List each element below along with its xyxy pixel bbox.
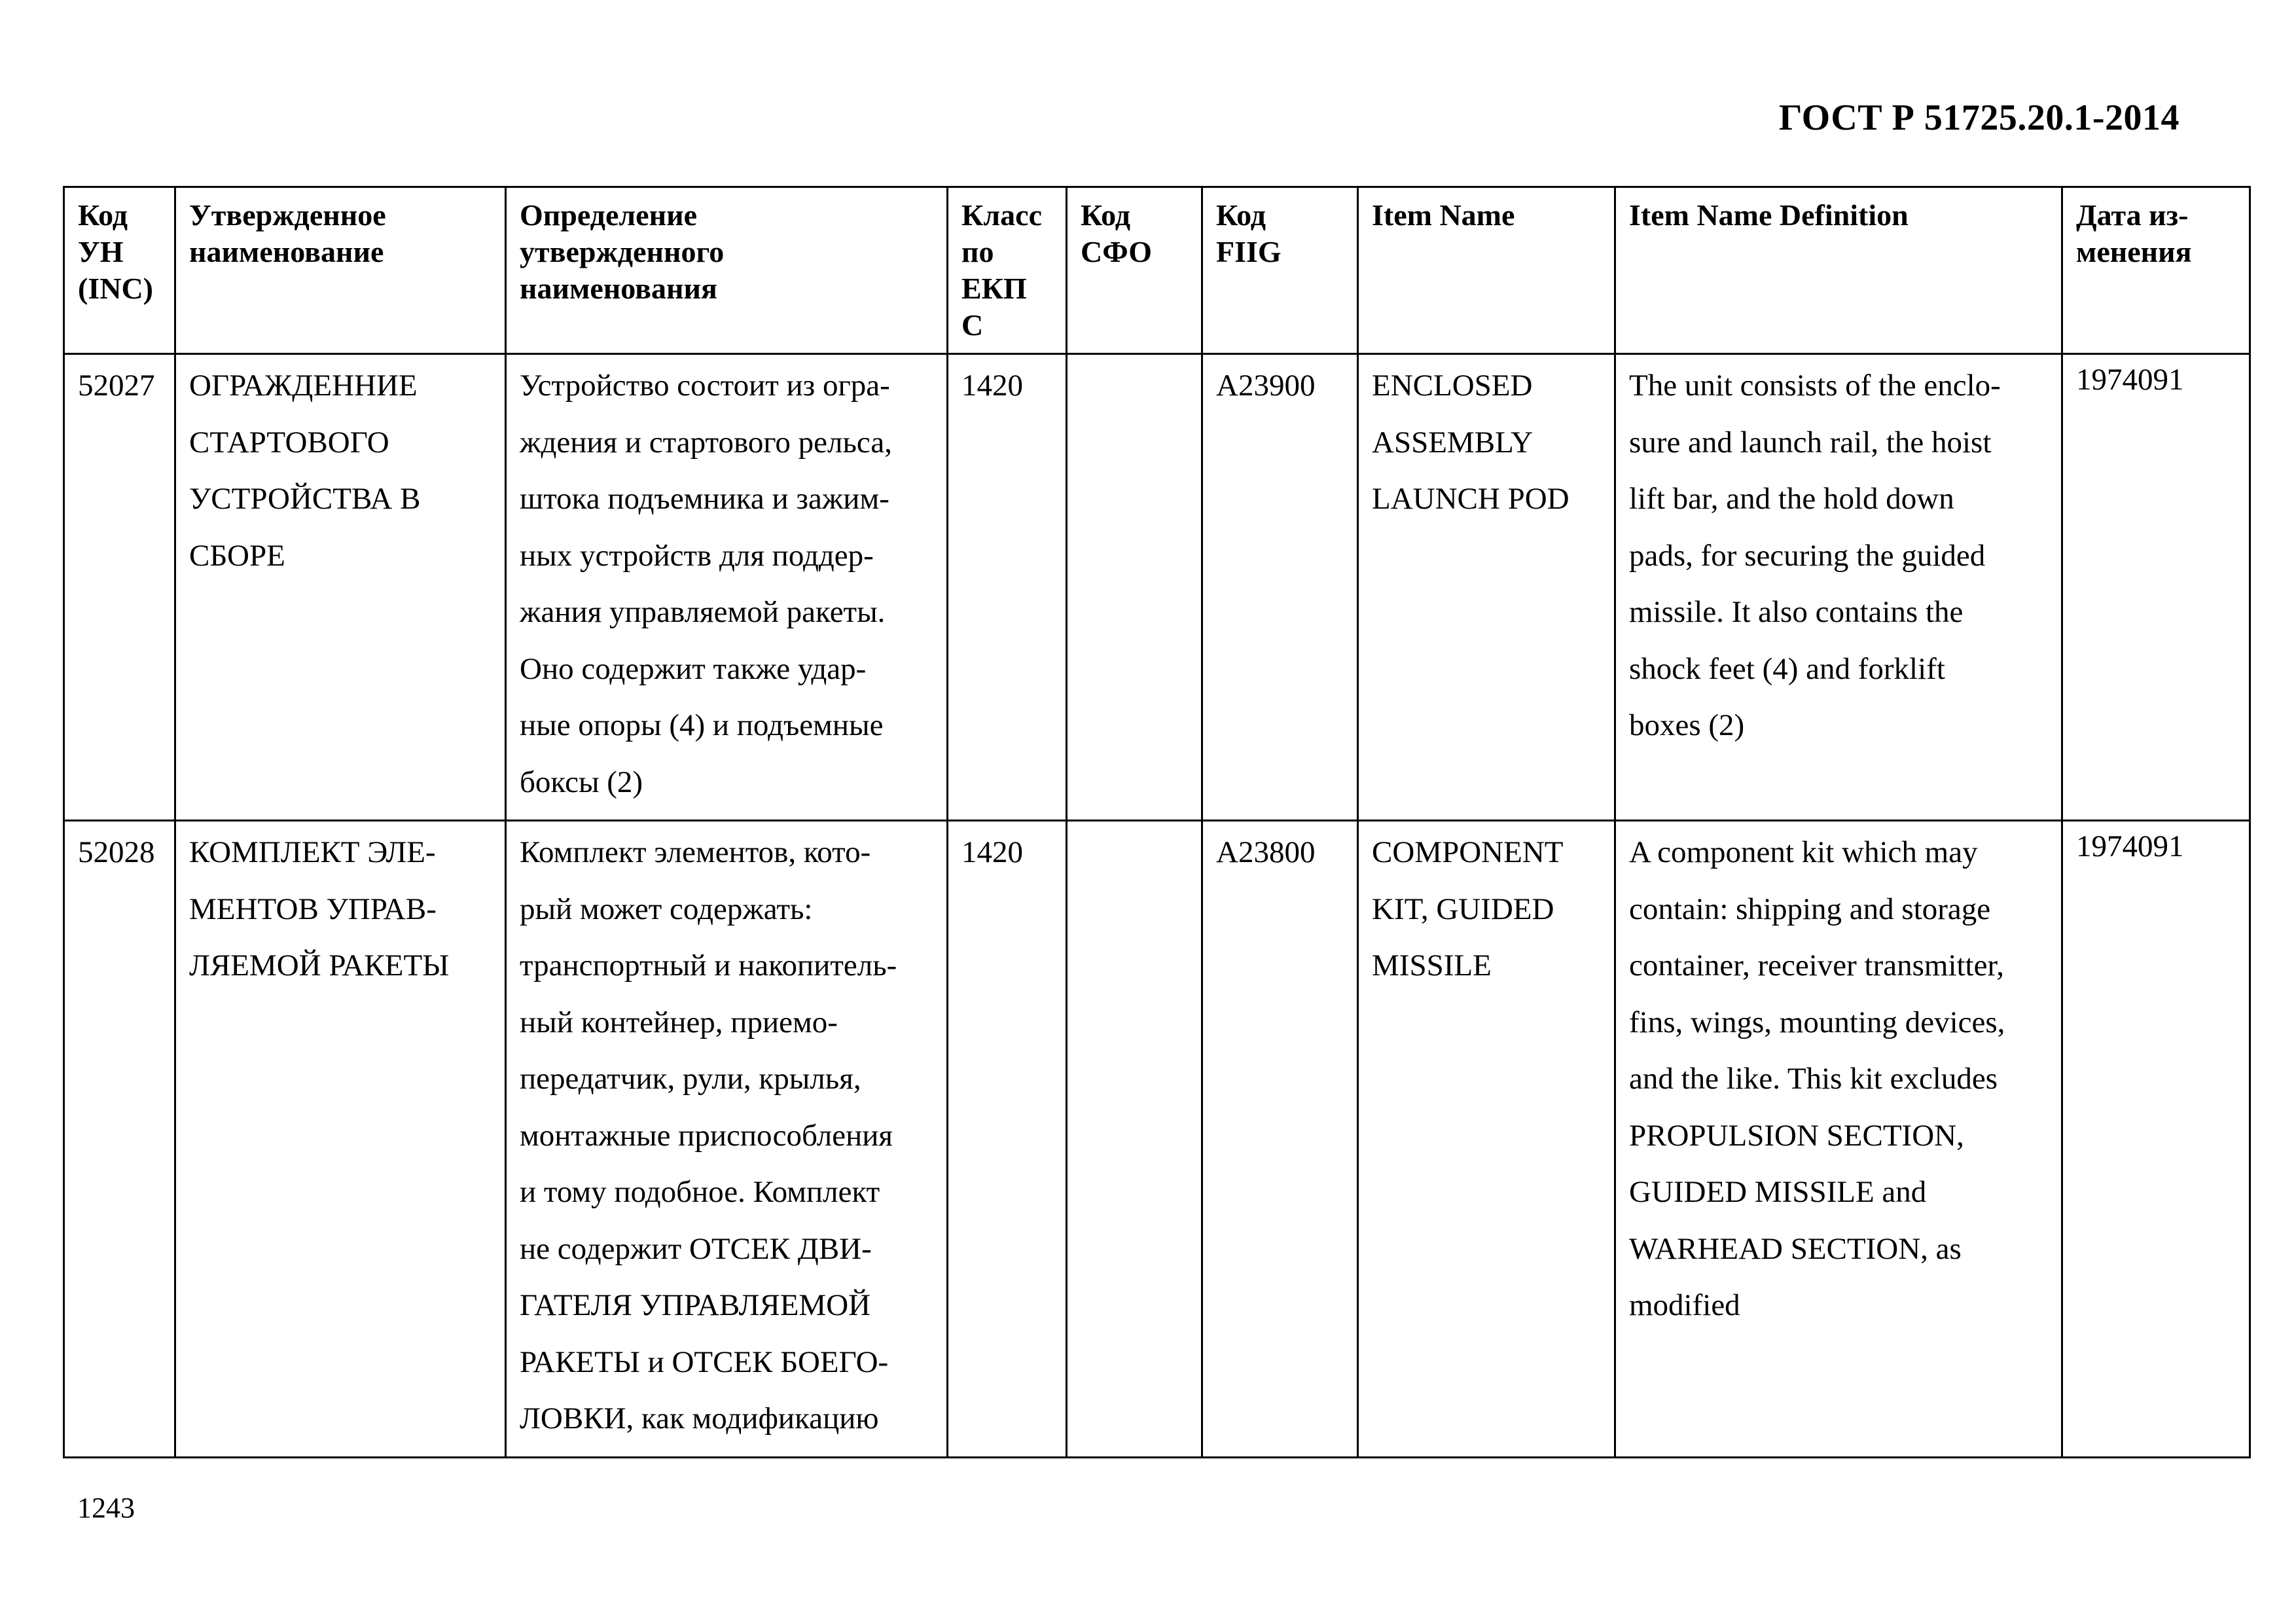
header-ekps-class: Класс по ЕКП С [948,187,1067,354]
cell-inc: 52028 [64,821,175,1458]
header-inc-code: Код УН (INC) [64,187,175,354]
cell-ekps-class: 1420 [948,354,1067,821]
header-item-name-definition: Item Name Definition [1615,187,2062,354]
table-header-row [64,187,2250,354]
cell-inc: 52027 [64,354,175,821]
table-row [64,354,2250,821]
header-approved-name: Утвержденное наименование [175,187,506,354]
header-change-date: Дата из- менения [2062,187,2250,354]
cell-definition-ru: Устройство состоит из огра- ждения и стартового рельса, штока подъемника и зажим- ных устройств для поддер- жания управляемой ракеты. Оно содержит также удар- ные опоры (4) и подъемные боксы (2) [506,354,948,821]
table-row [64,821,2250,1458]
cell-approved-name: ОГРАЖДЕННИЕ СТАРТОВОГО УСТРОЙСТВА В СБОРЕ [175,354,506,821]
cell-item-name: COMPONENT KIT, GUIDED MISSILE [1358,821,1615,1458]
cell-item-name: ENCLOSED ASSEMBLY LAUNCH POD [1358,354,1615,821]
header-fiig-code: Код FIIG [1202,187,1358,354]
cell-sfo-code [1067,354,1202,821]
document-standard-code: ГОСТ Р 51725.20.1-2014 [1778,98,2179,138]
cell-item-name-definition: The unit consists of the enclo- sure and launch rail, the hoist lift bar, and the hold down pads, for securing the guided missile. It also contains the shock feet (4) and forklift boxes (2) [1615,354,2062,821]
cell-sfo-code [1067,821,1202,1458]
cell-approved-name: КОМПЛЕКТ ЭЛЕ- МЕНТОВ УПРАВ- ЛЯЕМОЙ РАКЕТЫ [175,821,506,1458]
page-number: 1243 [77,1492,135,1524]
cell-change-date: 1974091 [2062,354,2250,821]
cell-definition-ru: Комплект элементов, кото- рый может содержать: транспортный и накопитель- ный контейнер, приемо- передатчик, рули, крылья, монтажные приспособления и тому подобное. Комплект не содержит ОТСЕК ДВИ- ГАТЕЛЯ УПРАВЛЯЕМОЙ РАКЕТЫ и ОТСЕК БОЕГО- ЛОВКИ, как модификацию [506,821,948,1458]
classification-table [63,186,2251,1458]
header-approved-name-definition: Определение утвержденного наименования [506,187,948,354]
cell-item-name-definition: A component kit which may contain: shipping and storage container, receiver transmitter, fins, wings, mounting devices, and the like. This kit excludes PROPULSION SECTION, GUIDED MISSILE and WARHEAD SECTION, as modified [1615,821,2062,1458]
cell-ekps-class: 1420 [948,821,1067,1458]
cell-change-date: 1974091 [2062,821,2250,1458]
header-sfo-code: Код СФО [1067,187,1202,354]
cell-fiig-code: A23900 [1202,354,1358,821]
cell-fiig-code: A23800 [1202,821,1358,1458]
header-item-name: Item Name [1358,187,1615,354]
